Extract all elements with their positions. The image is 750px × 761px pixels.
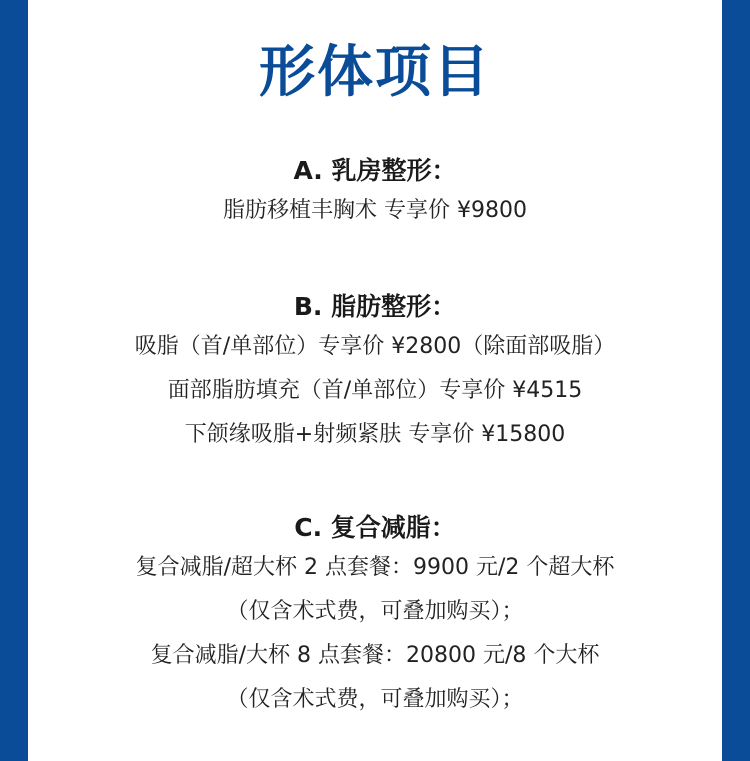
right-border — [722, 0, 750, 761]
price-line: 面部脂肪填充（首/单部位）专享价 ¥4515 — [167, 378, 583, 403]
price-line: 吸脂（首/单部位）专享价 ¥2800（除面部吸脂） — [134, 334, 616, 359]
price-line: 下颌缘吸脂+射频紧肤 专享价 ¥15800 — [184, 422, 566, 447]
content-panel — [28, 0, 722, 761]
price-note: （仅含术式费，可叠加购买）； — [226, 599, 524, 624]
project-list — [28, 153, 722, 722]
price-note: （仅含术式费，可叠加购买）； — [226, 687, 524, 712]
page-title: 形体项目 — [259, 39, 491, 105]
price-line: 复合减脂/大杯 8 点套餐：20800 元/8 个大杯 — [150, 643, 600, 668]
price-line: 脂肪移植丰胸术 专享价 ¥9800 — [223, 198, 527, 223]
section-spacer — [28, 233, 722, 289]
section-heading: B. 脂肪整形： — [293, 292, 457, 321]
section-heading: A. 乳房整形： — [293, 156, 457, 185]
price-line: 复合减脂/超大杯 2 点套餐：9900 元/2 个超大杯 — [135, 555, 615, 580]
section-fat-shaping — [28, 289, 722, 457]
section-combined-fat-reduction — [28, 510, 722, 722]
left-border — [0, 0, 28, 761]
section-spacer — [28, 457, 722, 510]
section-breast-shaping — [28, 153, 722, 233]
section-heading: C. 复合减脂： — [294, 513, 456, 542]
